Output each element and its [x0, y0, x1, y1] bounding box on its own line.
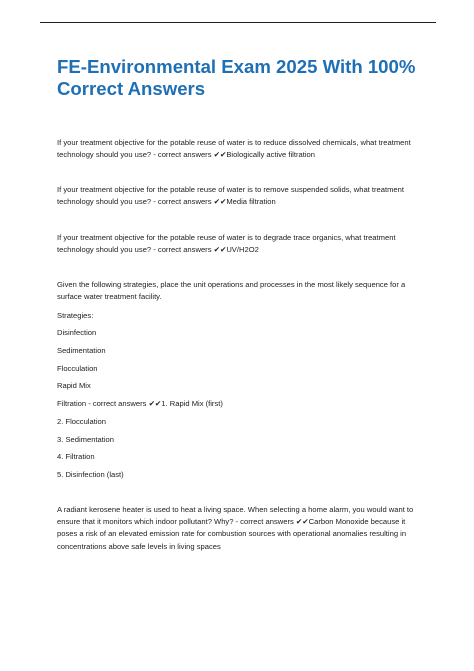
strategy-item: Rapid Mix [57, 381, 91, 390]
question-treatment-sequence: Given the following strategies, place the unit operations and processes in the most likely sequence for a surface water treatment facility. [57, 280, 406, 302]
question-degrade-trace-organics: If your treatment objective for the potable reuse of water is to degrade trace organics, what treatment technology should you use? - correct answers ✔✔UV/H2O2 [57, 233, 396, 255]
strategies-heading: Strategies: [57, 311, 94, 320]
sequence-step: 2. Flocculation [57, 417, 106, 426]
sequence-answer-line: Filtration - correct answers ✔✔1. Rapid Mix (first) [57, 399, 223, 408]
sequence-step: 4. Filtration [57, 452, 95, 461]
question-remove-suspended-solids: If your treatment objective for the potable reuse of water is to remove suspended solids, what treatment technology should you use? - correct answers ✔✔Media filtration [57, 185, 404, 207]
header-rule [40, 22, 436, 23]
sequence-step: 3. Sedimentation [57, 435, 114, 444]
strategy-item: Flocculation [57, 364, 98, 373]
strategy-item: Sedimentation [57, 346, 106, 355]
question-reduce-dissolved-chemicals: If your treatment objective for the potable reuse of water is to reduce dissolved chemicals, what treatment technology should you use? - correct answers ✔✔Biologically active filtration [57, 138, 411, 160]
question-kerosene-heater-alarm: A radiant kerosene heater is used to heat a living space. When selecting a home alarm, you would want to ensure that it monitors which indoor pollutant? Why? - correct answers ✔✔Carbon Monoxide because it poses a risk of an elevated emission rate for combustion sources with operational anomalies resulting in concentrations above safe levels in living spaces [57, 505, 414, 551]
sequence-step: 5. Disinfection (last) [57, 470, 124, 479]
strategy-item: Disinfection [57, 328, 97, 337]
document-title: FE-Environmental Exam 2025 With 100% Correct Answers [57, 56, 416, 99]
